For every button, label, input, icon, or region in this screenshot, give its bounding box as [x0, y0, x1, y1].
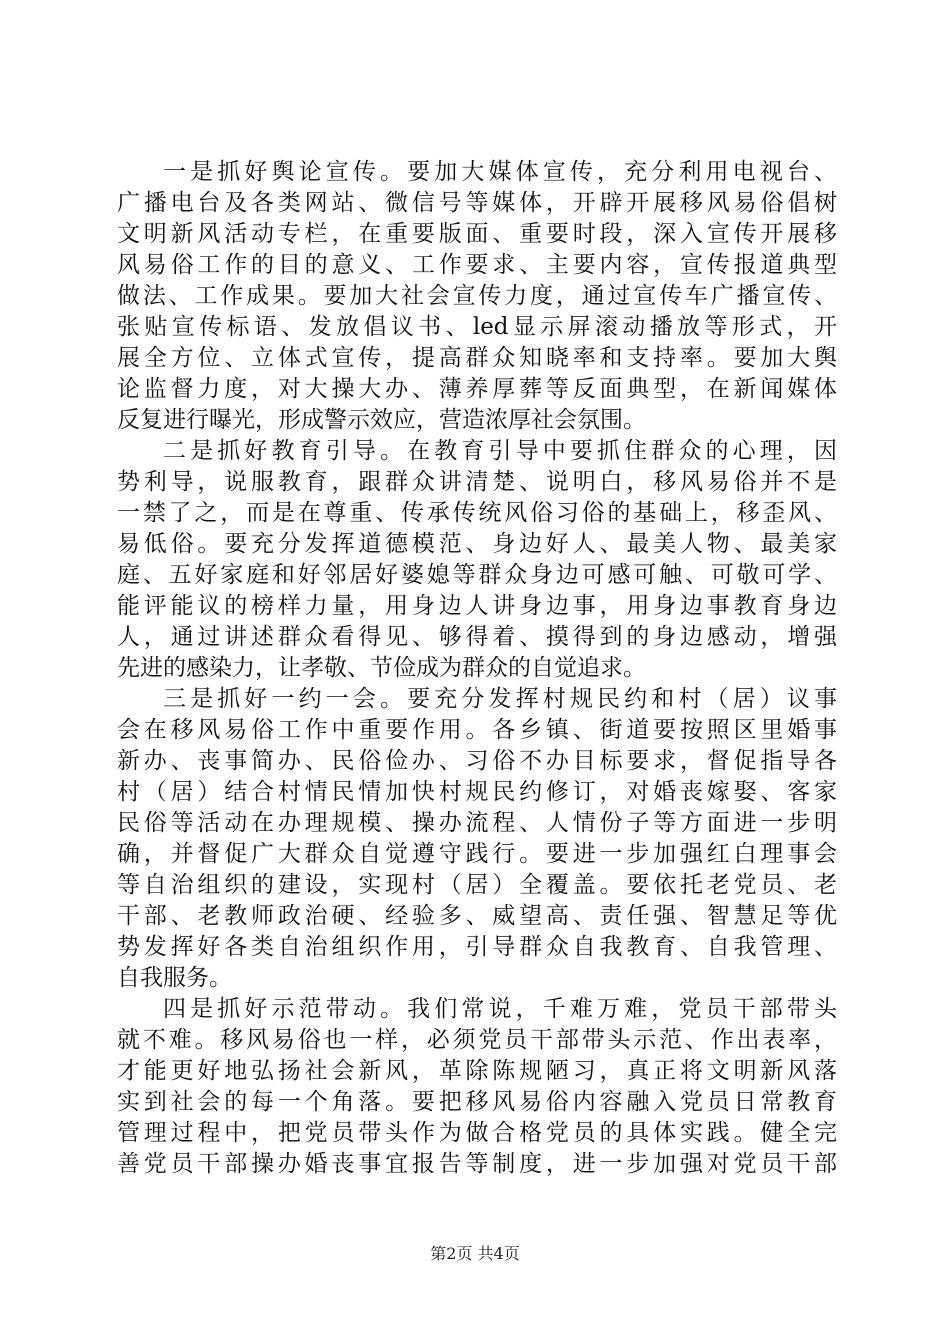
- text-line: 自我服务。: [117, 965, 232, 991]
- text-line: 人，通过讲述群众看得见、够得着、摸得到的身边感动，增强: [117, 624, 837, 650]
- text-line: 反复进行曝光，形成警示效应，营造浓厚社会氛围。: [117, 407, 646, 433]
- text-line: 文明新风活动专栏，在重要版面、重要时段，深入宣传开展移: [117, 221, 837, 247]
- text-line: 广播电台及各类网站、微信号等媒体，开辟开展移风易俗倡树: [117, 190, 837, 216]
- text-line: 会在移风易俗工作中重要作用。各乡镇、街道要按照区里婚事: [117, 717, 837, 743]
- text-line: 民俗等活动在办理规模、操办流程、人情份子等方面进一步明: [117, 810, 837, 836]
- text-line: 一禁了之，而是在尊重、传承传统风俗习俗的基础上，移歪风、: [117, 500, 837, 526]
- text-line: 能评能议的榜样力量，用身边人讲身边事，用身边事教育身边: [117, 593, 837, 619]
- text-line: 管理过程中，把党员带头作为做合格党员的具体实践。健全完: [117, 1120, 837, 1146]
- text-line: 一是抓好舆论宣传。要加大媒体宣传，充分利用电视台、: [163, 159, 837, 185]
- text-line: 势利导，说服教育，跟群众讲清楚、说明白，移风易俗并不是: [117, 469, 837, 495]
- page-footer: 第2页 共4页: [430, 1244, 520, 1263]
- text-line: 论监督力度，对大操大办、薄养厚葬等反面典型，在新闻媒体: [117, 376, 837, 402]
- text-line: 庭、五好家庭和好邻居好婆媳等群众身边可感可触、可敬可学、: [117, 562, 837, 588]
- text-line: 等自治组织的建设，实现村（居）全覆盖。要依托老党员、老: [117, 872, 837, 898]
- text-line: 展全方位、立体式宣传，提高群众知晓率和支持率。要加大舆: [117, 345, 837, 371]
- text-line: 就不难。移风易俗也一样，必须党员干部带头示范、作出表率，: [117, 1027, 837, 1053]
- text-line: 才能更好地弘扬社会新风，革除陈规陋习，真正将文明新风落: [117, 1058, 837, 1084]
- text-line: 易低俗。要充分发挥道德模范、身边好人、最美人物、最美家: [117, 531, 837, 557]
- text-line: 三是抓好一约一会。要充分发挥村规民约和村（居）议事: [163, 686, 837, 712]
- text-line: 四是抓好示范带动。我们常说，千难万难，党员干部带头: [163, 996, 837, 1022]
- text-line: 干部、老教师政治硬、经验多、威望高、责任强、智慧足等优: [117, 903, 837, 929]
- text-line: 实到社会的每一个角落。要把移风易俗内容融入党员日常教育: [117, 1089, 837, 1115]
- text-line: 善党员干部操办婚丧事宜报告等制度，进一步加强对党员干部: [117, 1151, 837, 1177]
- text-line: 确，并督促广大群众自觉遵守践行。要进一步加强红白理事会: [117, 841, 837, 867]
- text-line: 风易俗工作的目的意义、工作要求、主要内容，宣传报道典型: [117, 252, 837, 278]
- text-line: 村（居）结合村情民情加快村规民约修订，对婚丧嫁娶、客家: [117, 779, 837, 805]
- text-line: 二是抓好教育引导。在教育引导中要抓住群众的心理，因: [163, 438, 837, 464]
- text-line: 新办、丧事简办、民俗俭办、习俗不办目标要求，督促指导各: [117, 748, 837, 774]
- text-line: 势发挥好各类自治组织作用，引导群众自我教育、自我管理、: [117, 934, 837, 960]
- text-line: 张贴宣传标语、发放倡议书、led显示屏滚动播放等形式，开: [117, 314, 837, 340]
- body-text: [117, 157, 837, 1180]
- text-line: 做法、工作成果。要加大社会宣传力度，通过宣传车广播宣传、: [117, 283, 837, 309]
- text-line: 先进的感染力，让孝敬、节俭成为群众的自觉追求。: [117, 655, 646, 681]
